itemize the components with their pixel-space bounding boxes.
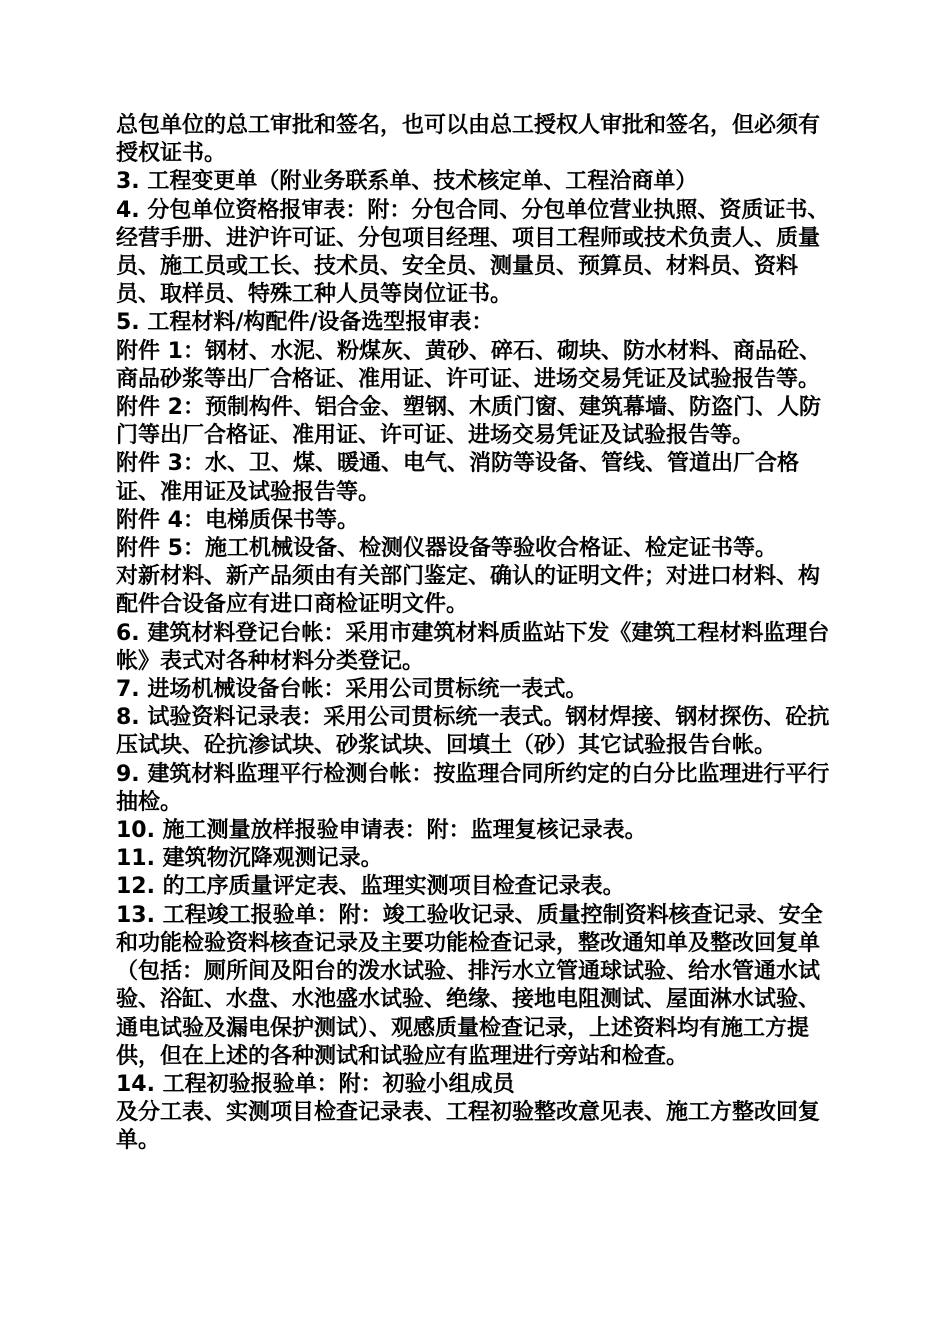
paragraph-item-3: 3. 工程变更单（附业务联系单、技术核定单、工程洽商单）	[116, 169, 698, 195]
paragraph-item-4: 4. 分包单位资格报审表：附：分包合同、分包单位营业执照、资质证书、经营手册、进沪许可证、分包项目经理、项目工程师或技术负责人、质量员、施工员或工长、技术员、安全员、测量员、预算员、材料员、资料员、取样员、特殊工种人员等岗位证书。	[116, 197, 830, 308]
paragraph-item-10: 10. 施工测量放样报验申请表：附：监理复核记录表。	[116, 818, 647, 844]
paragraph-attachment-3: 附件 3：水、卫、煤、暖通、电气、消防等设备、管线、管道出厂合格证、准用证及试验报告等。	[116, 451, 799, 505]
paragraph-attachment-5: 附件 5：施工机械设备、检测仪器设备等验收合格证、检定证书等。	[116, 536, 777, 562]
paragraph-item-6: 6. 建筑材料登记台帐：采用市建筑材料质监站下发《建筑工程材料监理台帐》表式对各种材料分类登记。	[116, 620, 830, 674]
paragraph-item-14-continued: 及分工表、实测项目检查记录表、工程初验整改意见表、施工方整改回复单。	[116, 1100, 821, 1154]
paragraph-item-8: 8. 试验资料记录表：采用公司贯标统一表式。钢材焊接、钢材探伤、砼抗压试块、砼抗渗试块、砂浆试块、回填土（砂）其它试验报告台帐。	[116, 705, 830, 759]
document-body	[116, 112, 840, 1156]
paragraph-item-11: 11. 建筑物沉降观测记录。	[116, 846, 383, 872]
paragraph-item-5: 5. 工程材料/构配件/设备选型报审表：	[116, 310, 494, 336]
paragraph-approval-note: 总包单位的总工审批和签名，也可以由总工授权人审批和签名，但必须有授权证书。	[116, 113, 821, 167]
paragraph-attachment-4: 附件 4：电梯质保书等。	[116, 507, 359, 533]
paragraph-new-materials: 对新材料、新产品须由有关部门鉴定、确认的证明文件；对进口材料、构配件合设备应有进口商检证明文件。	[116, 564, 821, 618]
paragraph-item-7: 7. 进场机械设备台帐：采用公司贯标统一表式。	[116, 677, 588, 703]
paragraph-attachment-2: 附件 2：预制构件、铝合金、塑钢、木质门窗、建筑幕墙、防盗门、人防门等出厂合格证、准用证、许可证、进场交易凭证及试验报告等。	[116, 395, 821, 449]
paragraph-item-12: 12. 的工序质量评定表、监理实测项目检查记录表。	[116, 874, 625, 900]
paragraph-item-9: 9. 建筑材料监理平行检测台帐：按监理合同所约定的白分比监理进行平行抽检。	[116, 761, 830, 815]
paragraph-item-13: 13. 工程竣工报验单：附：竣工验收记录、质量控制资料核查记录、安全和功能检验资料核查记录及主要功能检查记录，整改通知单及整改回复单（包括：厕所间及阳台的泼水试验、排污水立管通球试验、给水管通水试验、浴缸、水盘、水池盛水试验、绝缘、接地电阻测试、屋面淋水试验、通电试验及漏电保护测试）、观感质量检查记录，上述资料均有施工方提供，但在上述的各种测试和试验应有监理进行旁站和检查。	[116, 902, 823, 1069]
paragraph-attachment-1: 附件 1：钢材、水泥、粉煤灰、黄砂、碎石、砌块、防水材料、商品砼、商品砂浆等出厂合格证、准用证、许可证、进场交易凭证及试验报告等。	[116, 338, 821, 392]
paragraph-item-14: 14. 工程初验报验单：附：初验小组成员	[116, 1071, 515, 1097]
